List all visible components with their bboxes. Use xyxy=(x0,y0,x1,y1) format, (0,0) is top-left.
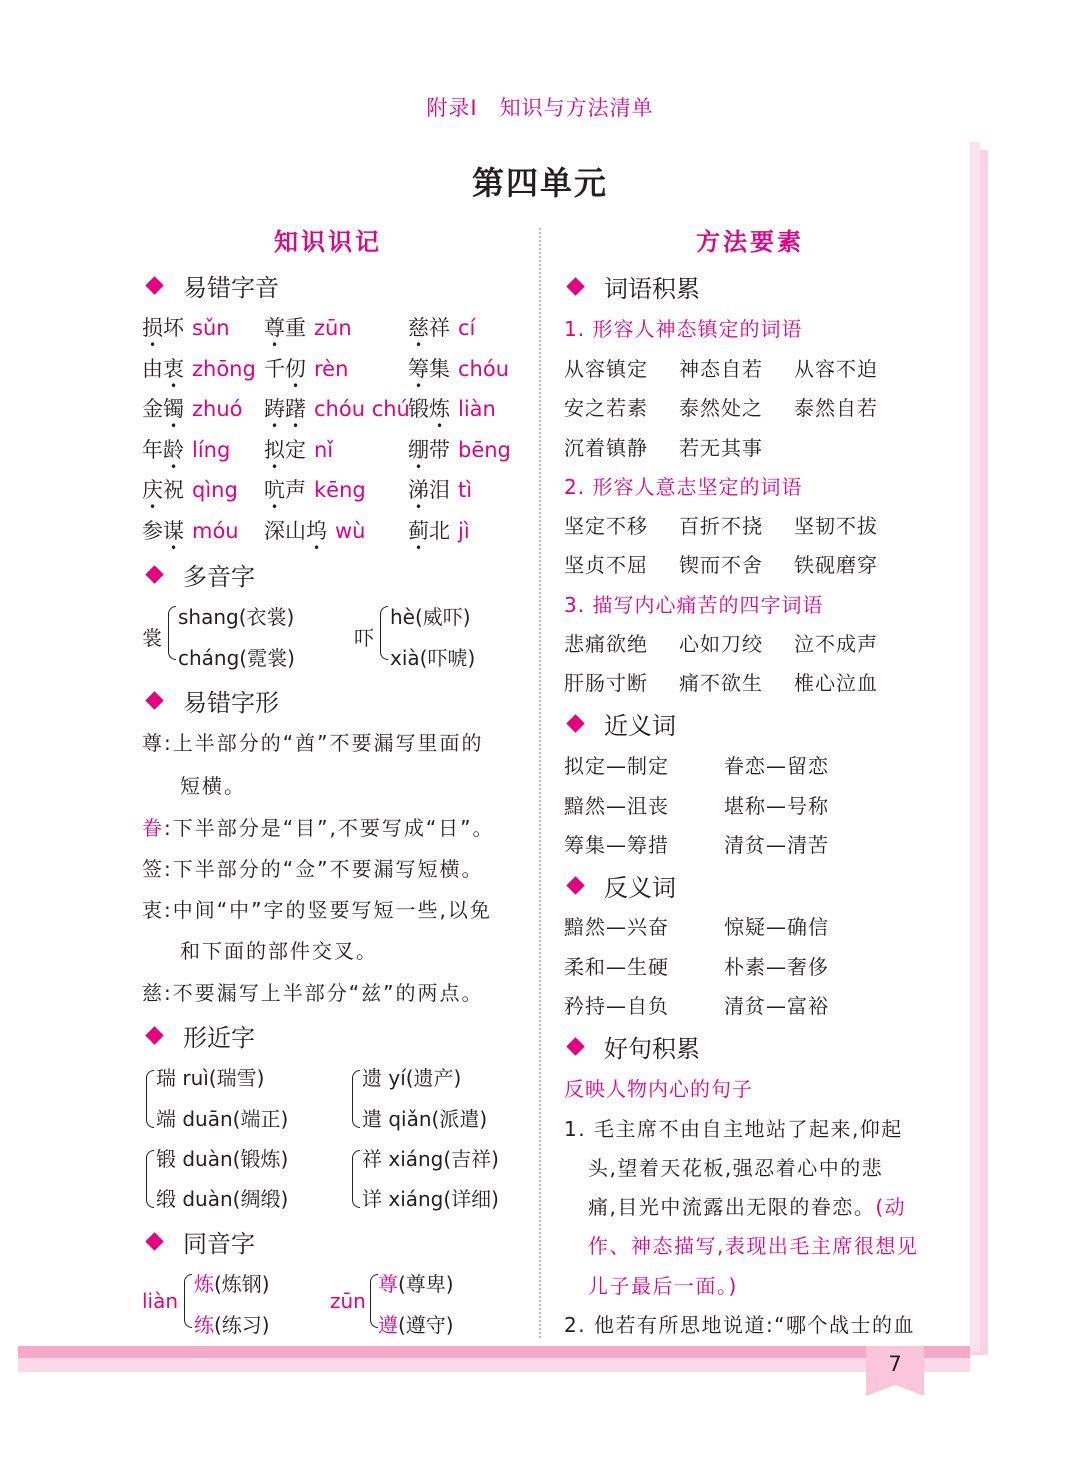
pron-entry xyxy=(408,312,475,342)
similar-char: 遣 qiǎn(派遣) xyxy=(362,1107,488,1131)
pron-word xyxy=(408,316,450,340)
polyphone-char: 吓 xyxy=(354,626,374,650)
antonym-pair: 清贫—富裕 xyxy=(724,994,829,1018)
section-error-pron xyxy=(142,268,279,303)
page-number: 7 xyxy=(888,1352,902,1376)
pron-char: 筹 xyxy=(408,356,429,381)
section-synonyms xyxy=(563,706,676,741)
pron-entry xyxy=(264,434,333,464)
pron-pinyin: líng xyxy=(192,437,231,462)
section-title: 形近字 xyxy=(183,1024,255,1052)
homophone-item: 遵(遵守) xyxy=(378,1313,454,1337)
vocab-subheading: 2. 形容人意志坚定的词语 xyxy=(564,475,803,499)
section-similar-chars xyxy=(142,1018,255,1053)
polyphone-reading: cháng(霓裳) xyxy=(178,646,295,670)
pron-pinyin: zūn xyxy=(314,316,352,340)
vocab-word: 铁砚磨穿 xyxy=(794,553,878,578)
pron-char: 金 xyxy=(142,397,163,422)
pron-entry xyxy=(408,393,496,423)
pron-word xyxy=(264,478,306,502)
diamond-bullet-icon xyxy=(566,1037,584,1055)
pron-char: 衷 xyxy=(163,356,184,381)
similar-char: 端 duān(端正) xyxy=(156,1107,289,1131)
pron-word xyxy=(408,397,450,421)
section-title: 好句积累 xyxy=(604,1035,700,1063)
vocab-subheading: 3. 描写内心痛苦的四字词语 xyxy=(564,593,824,617)
vocab-word: 泣不成声 xyxy=(794,632,878,656)
vocab-word: 坚定不移 xyxy=(564,514,648,538)
pron-char: 带 xyxy=(429,437,450,462)
page-bottom-band xyxy=(18,1346,970,1358)
pron-char: 深 xyxy=(264,519,285,543)
pron-char: 吭 xyxy=(264,478,285,503)
pron-char: 损 xyxy=(142,316,163,340)
brace xyxy=(146,1070,154,1128)
synonym-pair: 堪称—号称 xyxy=(724,793,829,818)
pron-pinyin: chóu xyxy=(458,356,510,381)
pron-entry xyxy=(408,434,511,464)
pron-char: 尊 xyxy=(264,316,285,340)
pron-pinyin: wù xyxy=(335,519,366,543)
pron-char: 龄 xyxy=(163,437,184,462)
synonym-pair: 眷恋—留恋 xyxy=(724,754,829,778)
homophone-pinyin: zūn xyxy=(330,1289,366,1313)
pron-char: 坏 xyxy=(163,316,184,340)
pron-pinyin: liàn xyxy=(458,397,496,422)
vocab-word: 若无其事 xyxy=(679,435,763,460)
section-sentences xyxy=(563,1029,700,1064)
pron-char: 躇 xyxy=(285,397,306,422)
pron-word xyxy=(408,519,450,543)
pron-char: 镯 xyxy=(163,397,184,422)
vocab-word: 坚贞不屈 xyxy=(564,553,648,578)
pron-char: 参 xyxy=(142,519,163,543)
vocab-word: 痛不欲生 xyxy=(679,671,763,696)
brace xyxy=(352,1070,360,1128)
pron-entry xyxy=(142,393,243,423)
sentence-line: 2. 他若有所思地说道:“哪个战士的血 xyxy=(564,1313,916,1337)
pron-char: 祝 xyxy=(163,478,184,503)
similar-char: 锻 duàn(锻炼) xyxy=(156,1147,289,1171)
vocab-word: 泰然处之 xyxy=(679,396,763,421)
pron-char: 年 xyxy=(142,437,163,462)
section-title: 反义词 xyxy=(604,874,676,902)
brace xyxy=(380,606,388,660)
vocab-word: 从容镇定 xyxy=(564,357,648,381)
vocab-word: 悲痛欲绝 xyxy=(564,632,648,656)
pron-char: 锻 xyxy=(408,397,429,422)
pron-word xyxy=(142,519,184,543)
brace xyxy=(146,1150,154,1208)
section-vocab xyxy=(563,269,700,304)
diamond-bullet-icon xyxy=(566,714,584,732)
pron-word xyxy=(264,357,306,381)
pron-pinyin: zhuó xyxy=(192,397,243,422)
pron-entry xyxy=(408,474,472,504)
polyphone-reading: shang(衣裳) xyxy=(178,605,295,629)
homophone-item: 尊(尊卑) xyxy=(378,1272,454,1296)
pron-char: 定 xyxy=(285,437,306,462)
pron-pinyin: qìng xyxy=(192,478,238,503)
synonym-pair: 拟定—制定 xyxy=(564,754,669,778)
antonym-pair: 朴素—奢侈 xyxy=(724,954,829,979)
antonym-pair: 柔和—生硬 xyxy=(564,954,669,979)
pron-pinyin: móu xyxy=(192,519,239,543)
similar-char: 缎 duàn(绸缎) xyxy=(156,1187,289,1211)
synonym-pair: 筹集—筹措 xyxy=(564,833,669,857)
section-polyphone xyxy=(142,557,255,592)
diamond-bullet-icon xyxy=(566,876,584,894)
pron-pinyin: rèn xyxy=(314,356,349,381)
vocab-word: 泰然自若 xyxy=(794,396,878,421)
pron-pinyin: nǐ xyxy=(314,437,334,462)
pron-word xyxy=(408,478,450,502)
vocab-word: 百折不挠 xyxy=(679,514,763,538)
sentence-line: 1. 毛主席不由自主地站了起来,仰起 xyxy=(564,1117,903,1141)
polyphone-char: 裳 xyxy=(142,626,162,650)
appendix-title: 知识与方法清单 xyxy=(499,96,654,120)
brace xyxy=(184,1274,192,1328)
pron-word xyxy=(264,438,306,462)
section-title: 易错字音 xyxy=(183,274,279,302)
pron-word xyxy=(142,397,184,421)
diamond-bullet-icon xyxy=(145,1026,163,1044)
vocab-word: 沉着镇静 xyxy=(564,435,648,460)
pron-entry xyxy=(264,353,348,383)
pron-pinyin: tì xyxy=(458,478,473,503)
diamond-bullet-icon xyxy=(145,1232,163,1250)
pron-word xyxy=(408,438,450,462)
appendix-label: 附录Ⅰ xyxy=(426,96,478,120)
homophone-pinyin: liàn xyxy=(142,1289,179,1313)
vocab-subheading: 1. 形容人神态镇定的词语 xyxy=(564,317,803,341)
vocab-word: 神态自若 xyxy=(679,357,763,381)
pron-entry xyxy=(264,474,366,504)
vocab-word: 椎心泣血 xyxy=(794,671,878,696)
similar-char: 详 xiáng(详细) xyxy=(362,1187,499,1211)
pron-char: 慈 xyxy=(408,316,429,340)
pron-char: 山 xyxy=(285,519,306,543)
brace xyxy=(168,606,176,660)
column-divider xyxy=(539,228,541,1338)
antonym-pair: 黯然—兴奋 xyxy=(564,915,669,939)
pron-entry xyxy=(264,312,352,342)
pron-word xyxy=(408,357,450,381)
vocab-word: 从容不迫 xyxy=(794,357,878,381)
pron-char: 绷 xyxy=(408,437,429,462)
sentence-note: 儿子最后一面。) xyxy=(588,1274,738,1298)
pron-entry xyxy=(142,353,256,383)
pron-entry xyxy=(408,515,470,545)
pron-char: 重 xyxy=(285,316,306,340)
page-bottom-band-shadow xyxy=(18,1358,970,1372)
diamond-bullet-icon xyxy=(145,276,163,294)
pron-pinyin: jì xyxy=(458,519,470,543)
section-antonyms xyxy=(563,868,676,903)
unit-title: 第四单元 xyxy=(471,164,608,202)
sentence-note: 作、神态描写,表现出毛主席很想见 xyxy=(588,1234,919,1258)
right-column-heading: 方法要素 xyxy=(696,228,804,256)
pron-pinyin: chóu chú xyxy=(314,397,410,422)
homophone-item: 炼(炼钢) xyxy=(194,1272,270,1296)
sentence-line: 头,望着天花板,强忍着心中的悲 xyxy=(588,1156,884,1180)
form-item: 眷:下半部分是“目”,不要写成“日”。 xyxy=(142,816,495,840)
vocab-word: 锲而不舍 xyxy=(679,553,763,578)
form-item: 尊:上半部分的“酋”不要漏写里面的 xyxy=(142,731,484,755)
form-item: 慈:不要漏写上半部分“兹”的两点。 xyxy=(142,981,484,1005)
synonym-pair: 清贫—清苦 xyxy=(724,833,829,857)
polyphone-reading: hè(威吓) xyxy=(390,605,471,629)
homophone-item: 练(练习) xyxy=(194,1313,270,1337)
pron-word xyxy=(142,438,184,462)
pron-pinyin: bēng xyxy=(458,437,511,462)
pron-entry xyxy=(142,312,230,342)
pron-char: 由 xyxy=(142,356,163,381)
pron-char: 拟 xyxy=(264,437,285,462)
form-item: 衷:中间“中”字的竖要写短一些,以免 xyxy=(142,898,492,922)
pron-char: 炼 xyxy=(429,397,450,422)
pron-char: 北 xyxy=(429,519,450,543)
pron-entry xyxy=(142,474,238,504)
brace xyxy=(352,1150,360,1208)
section-homophone xyxy=(142,1224,255,1259)
pron-word xyxy=(264,316,306,340)
pron-entry xyxy=(264,393,410,423)
sentence-line: 痛,目光中流露出无限的眷恋。(动 xyxy=(588,1195,907,1219)
pron-word xyxy=(142,316,184,340)
pron-pinyin: kēng xyxy=(314,478,366,503)
section-error-form xyxy=(142,683,279,718)
pron-word xyxy=(142,478,184,502)
brace xyxy=(370,1274,378,1328)
pron-pinyin: cí xyxy=(458,316,476,340)
antonym-pair: 惊疑—确信 xyxy=(724,915,829,939)
pron-pinyin: zhōng xyxy=(192,356,256,381)
pron-char: 祥 xyxy=(429,316,450,340)
diamond-bullet-icon xyxy=(566,277,584,295)
pron-entry xyxy=(264,515,366,545)
pron-char: 坞 xyxy=(306,519,327,543)
polyphone-reading: xià(吓唬) xyxy=(390,646,476,670)
pron-char: 千 xyxy=(264,356,285,381)
section-title: 词语积累 xyxy=(604,275,700,303)
pron-pinyin: sǔn xyxy=(192,316,230,340)
section-title: 同音字 xyxy=(183,1230,255,1258)
vocab-word: 肝肠寸断 xyxy=(564,671,648,696)
left-column-heading: 知识识记 xyxy=(274,228,382,256)
section-title: 易错字形 xyxy=(183,689,279,717)
section-title: 多音字 xyxy=(183,563,255,591)
pron-word xyxy=(264,519,327,543)
vocab-word: 安之若素 xyxy=(564,396,648,421)
running-header xyxy=(0,92,1080,122)
pron-char: 仞 xyxy=(285,356,306,381)
form-item-cont: 短横。 xyxy=(180,774,246,798)
pron-char: 蓟 xyxy=(408,519,429,543)
pron-char: 涕 xyxy=(408,478,429,503)
similar-char: 祥 xiáng(吉祥) xyxy=(362,1147,499,1171)
vocab-word: 心如刀绞 xyxy=(679,632,763,656)
diamond-bullet-icon xyxy=(145,565,163,583)
similar-char: 瑞 ruì(瑞雪) xyxy=(156,1066,265,1090)
pron-char: 集 xyxy=(429,356,450,381)
pron-char: 庆 xyxy=(142,478,163,503)
pron-word xyxy=(264,397,306,421)
pron-entry xyxy=(408,353,509,383)
sentence-subheading: 反映人物内心的句子 xyxy=(564,1077,753,1101)
pron-char: 声 xyxy=(285,478,306,503)
pron-word xyxy=(142,357,184,381)
form-item-cont: 和下面的部件交叉。 xyxy=(180,939,378,963)
pron-char: 泪 xyxy=(429,478,450,503)
diamond-bullet-icon xyxy=(145,691,163,709)
pron-char: 谋 xyxy=(163,519,184,543)
form-item: 签:下半部分的“佥”不要漏写短横。 xyxy=(142,857,484,881)
vocab-word: 坚韧不拔 xyxy=(794,514,878,538)
pron-char: 踌 xyxy=(264,397,285,422)
pron-entry xyxy=(142,515,239,545)
similar-char: 遗 yí(遗产) xyxy=(362,1066,462,1090)
antonym-pair: 矜持—自负 xyxy=(564,994,669,1018)
section-title: 近义词 xyxy=(604,712,676,740)
synonym-pair: 黯然—沮丧 xyxy=(564,793,669,818)
pron-entry xyxy=(142,434,230,464)
